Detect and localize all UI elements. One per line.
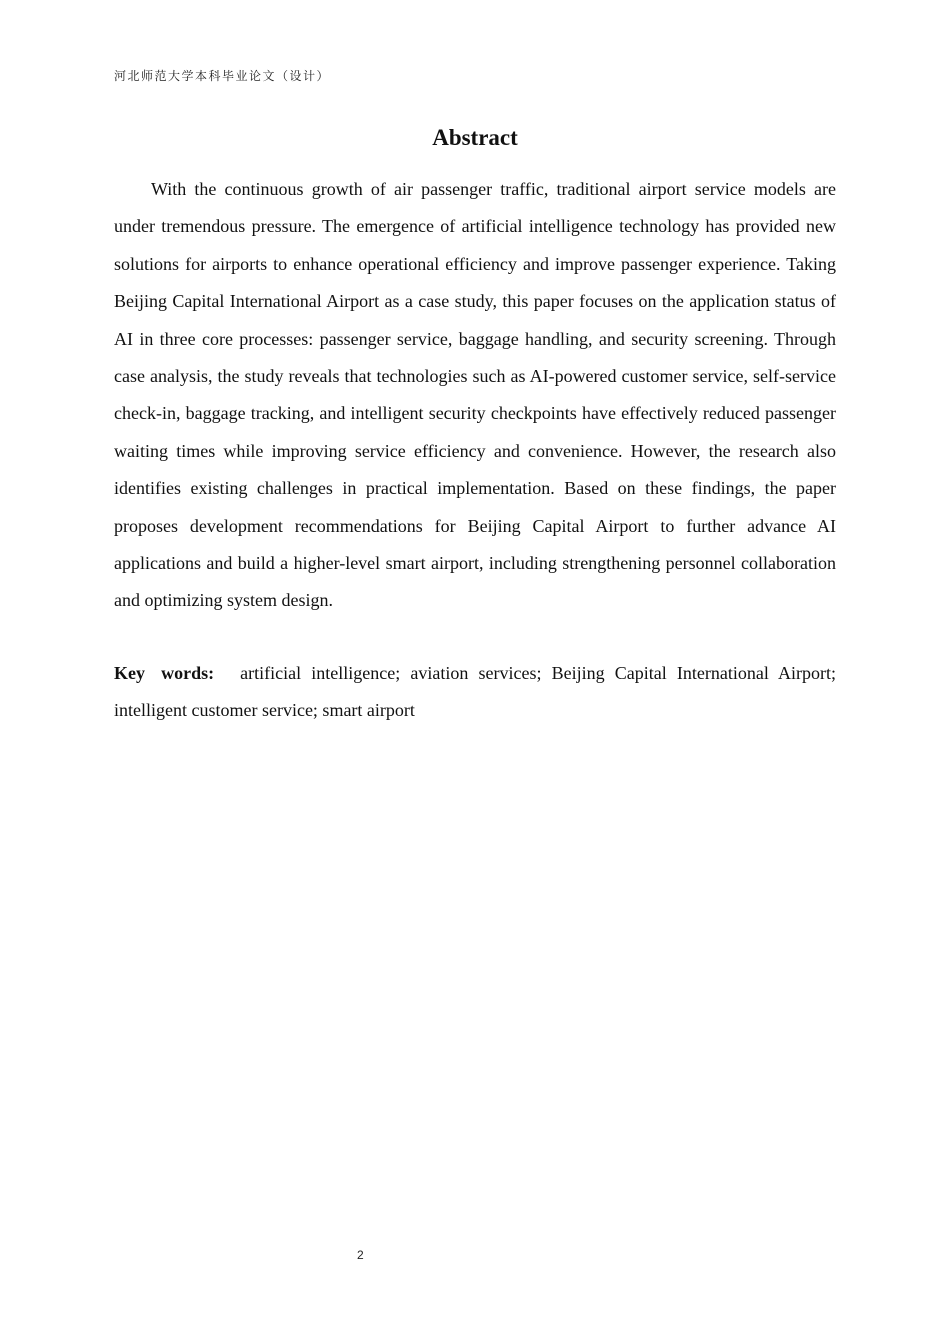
- abstract-title: Abstract: [432, 125, 518, 150]
- keywords-text: artificial intelligence; aviation services; Beijing Capital International Airport; intelligent customer service; smart airport: [114, 663, 836, 721]
- running-header: 河北师范大学本科毕业论文（设计）: [114, 69, 331, 83]
- keywords-line: [114, 655, 836, 730]
- abstract-paragraph: With the continuous growth of air passenger traffic, traditional airport service models are under tremendous pressure. The emergence of artificial intelligence technology has provided new solutions for airports to enhance operational efficiency and improve passenger experience. Taking Beijing Capital International Airport as a case study, this paper focuses on the application status of AI in three core processes: passenger service, baggage handling, and security screening. Through case analysis, the study reveals that technologies such as AI-powered customer service, self-service check-in, baggage tracking, and intelligent security checkpoints have effectively reduced passenger waiting times while improving service efficiency and convenience. However, the research also identifies existing challenges in practical implementation. Based on these findings, the paper proposes development recommendations for Beijing Capital Airport to further advance AI applications and build a higher-level smart airport, including strengthening personnel collaboration and optimizing system design.: [114, 179, 836, 611]
- keywords-label: Key words:: [114, 663, 215, 683]
- page-number: 2: [357, 1248, 364, 1262]
